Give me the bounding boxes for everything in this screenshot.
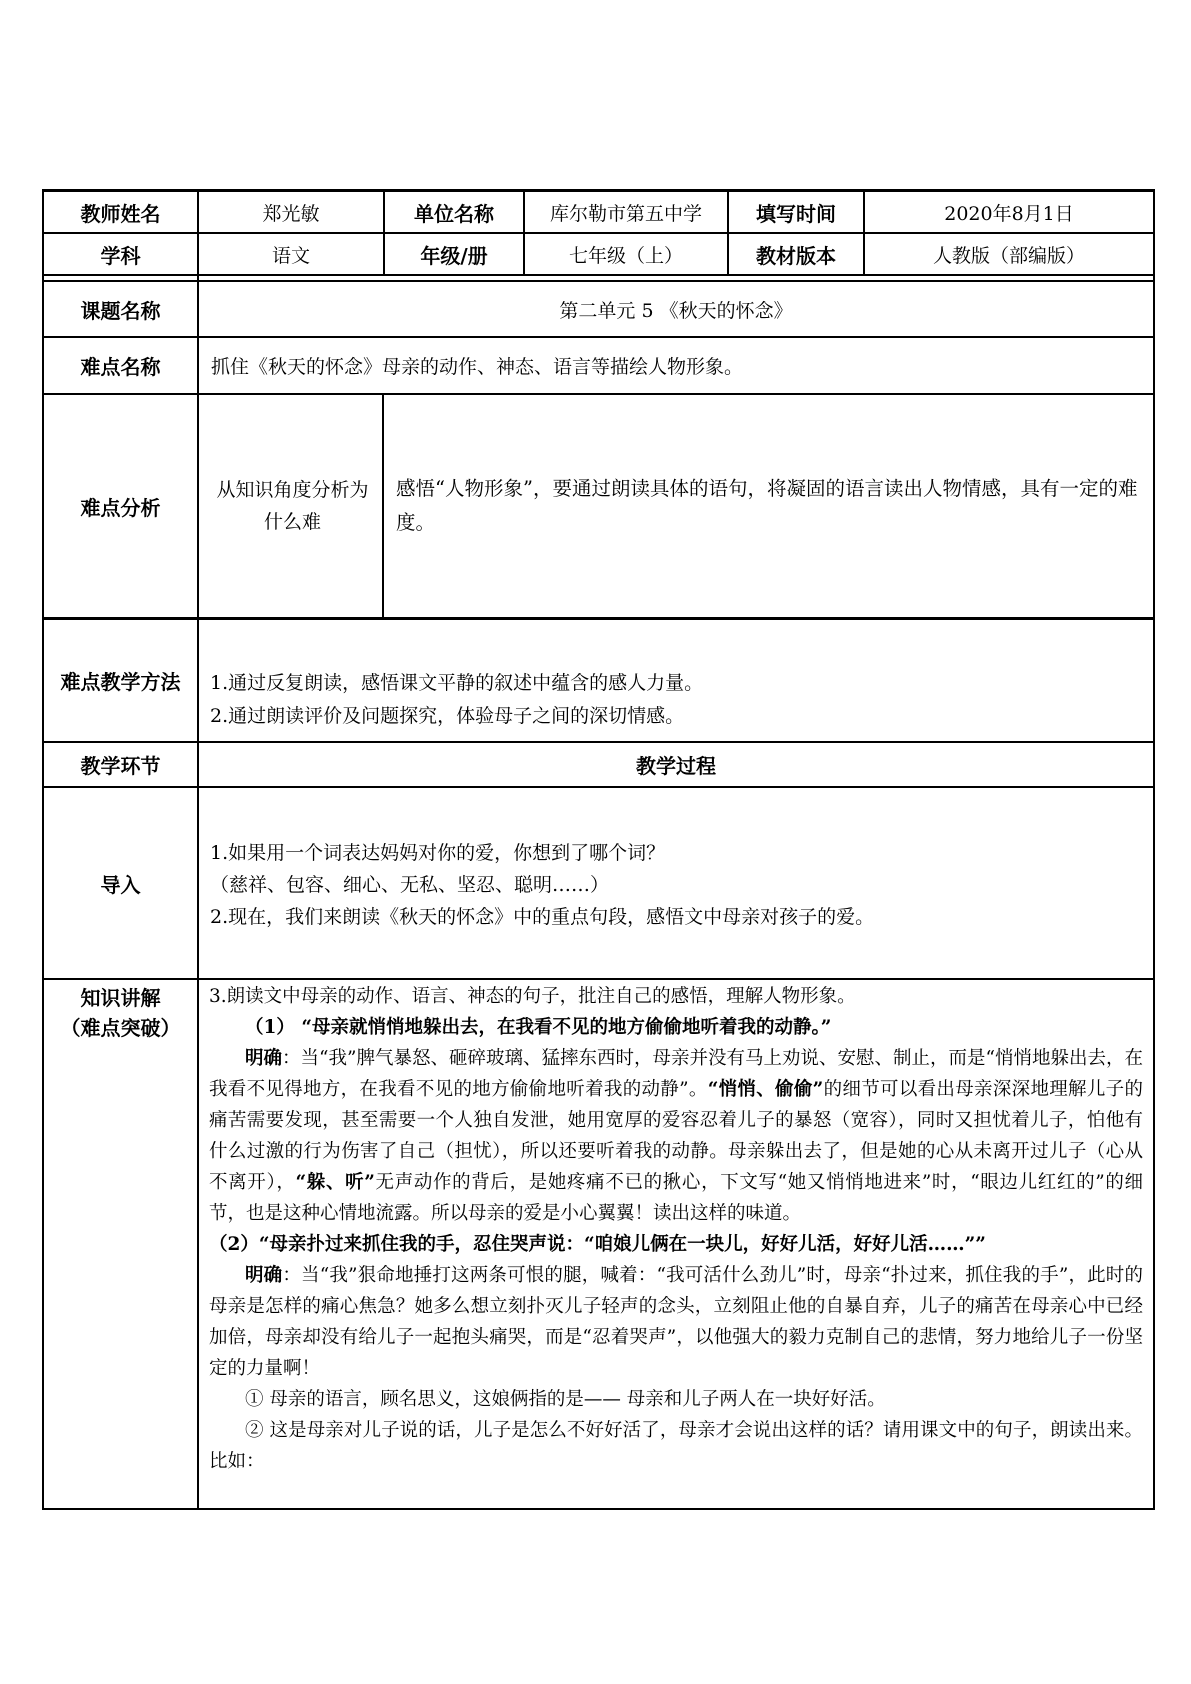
k-para-1-a: ：当“我”脾气暴怒、砸碎玻璃、猛摔东西时，母亲并没有马上劝说、安慰、制止，而是“悄悄地躲出去，在我看不见得地方，在我看不见的地方偷偷地听着我的动静”。 (209, 1048, 1143, 1100)
edition-label: 教材版本 (756, 243, 836, 268)
border-right (1153, 189, 1155, 1510)
k-para-2 (209, 1260, 1143, 1384)
k-para-1 (209, 1043, 1143, 1229)
intro-line-1: 1.如果用一个词表达妈妈对你的爱，你想到了哪个词？ (210, 842, 666, 864)
knowledge-content (209, 981, 1143, 1477)
method-label: 难点教学方法 (60, 670, 181, 694)
analysis-label: 难点分析 (80, 495, 161, 520)
k-para-2-text: ：当“我”狠命地捶打这两条可恨的腿，喊着：“我可活什么劲儿”时，母亲“扑过来，抓住我的手”，此时的母亲是怎样的痛心焦急？她多么想立刻扑灭儿子轻声的念头，立刻阻止他的自暴自弃，儿子的痛苦在母亲心中已经加倍，母亲却没有给儿子一起抱头痛哭，而是“忍着哭声”，以他强大的毅力克制自己的悲情，努力地给儿子一份坚定的力量啊！ (209, 1265, 1143, 1379)
unit-label: 单位名称 (414, 201, 494, 226)
edition-value: 人教版（部编版） (932, 244, 1085, 267)
stage-label: 教学环节 (80, 754, 161, 778)
date-label: 填写时间 (756, 201, 836, 226)
grade-label: 年级/册 (420, 243, 488, 268)
k-para-1-b: “悄悄、偷偷” (707, 1079, 824, 1100)
k-para-1-d: “躲、听” (295, 1172, 375, 1193)
knowledge-label (44, 983, 197, 1043)
difficulty-label: 难点名称 (80, 355, 161, 379)
analysis-sub-label: 从知识角度分析为什么难 (216, 479, 369, 533)
k-question-1: （1） “母亲就悄悄地躲出去，在我看不见的地方偷偷地听着我的动静。” (245, 1017, 832, 1038)
rule-label-col (197, 189, 199, 1510)
rule-row7 (42, 786, 1155, 788)
unit-value: 库尔勒市第五中学 (549, 202, 702, 225)
analysis-value: 感悟“人物形象”，要通过朗读具体的语句，将凝固的语言读出人物情感，具有一定的难度。 (396, 477, 1138, 534)
k-circled-1: ① 母亲的语言，顾名思义，这娘俩指的是—— 母亲和儿子两人在一块好好活。 (245, 1389, 886, 1410)
border-bottom (42, 1508, 1155, 1510)
method-line-1: 1.通过反复朗读，感悟课文平静的叙述中蕴含的感人力量。 (210, 672, 704, 694)
difficulty-value: 抓住《秋天的怀念》母亲的动作、神态、语言等描绘人物形象。 (211, 356, 744, 378)
teacher-label: 教师姓名 (80, 201, 161, 226)
k-circled-2: ② 这是母亲对儿子说的话，儿子是怎么不好好活了，母亲才会说出这样的话？请用课文中的句子，朗读出来。比如： (209, 1420, 1143, 1472)
k-para-1-e: 无声动作的背后，是她疼痛不已的揪心，下文写“她又悄悄地进来”时，“眼边儿红红的”的细节，也是这种心情地流露。所以母亲的爱是小心翼翼！读出这样的味道。 (209, 1172, 1143, 1224)
intro-label: 导入 (100, 872, 141, 897)
intro-line-3: 2.现在，我们来朗读《秋天的怀念》中的重点句段，感悟文中母亲对孩子的爱。 (210, 906, 875, 928)
rule-row2a (42, 274, 1155, 276)
teacher-value: 郑光敏 (262, 202, 320, 225)
rule-row8 (42, 978, 1155, 980)
title-label: 课题名称 (80, 298, 161, 323)
k-para-1-label: 明确 (245, 1048, 283, 1069)
process-label: 教学过程 (636, 754, 716, 778)
intro-line-2: （慈祥、包容、细心、无私、坚忍、聪明……） (210, 874, 610, 896)
intro-content (210, 837, 1145, 933)
title-value: 第二单元 5 《秋天的怀念》 (559, 299, 793, 322)
knowledge-label-line1: 知识讲解 (80, 986, 161, 1010)
k-line-1: 3.朗读文中母亲的动作、语言、神态的句子，批注自己的感悟，理解人物形象。 (209, 986, 856, 1007)
k-question-2: （2）“母亲扑过来抓住我的手，忍住哭声说：“咱娘儿俩在一块儿，好好儿活，好好儿活……”” (209, 1234, 986, 1255)
rule-analysis (382, 393, 384, 619)
grade-value: 七年级（上） (568, 244, 683, 267)
date-value: 2020年8月1日 (944, 202, 1074, 225)
method-content (210, 667, 1140, 733)
method-line-2: 2.通过朗读评价及问题探究，体验母子之间的深切情感。 (210, 705, 685, 727)
k-para-1-c: 的细节可以看出母亲深深地理解儿子的痛苦需要发现，甚至需要一个人独自发泄，她用宽厚的爱容忍着儿子的暴怒（宽容），同时又担忧着儿子，怕他有什么过激的行为伤害了自己（担忧），所以还要听着我的动静。母亲躲出去了，但是她的心从未离开过儿子（心从不离开）， (209, 1079, 1143, 1193)
knowledge-label-line2: （难点突破） (60, 1016, 181, 1040)
k-para-2-label: 明确 (245, 1265, 283, 1286)
subject-label: 学科 (100, 243, 141, 268)
rule-row5 (42, 617, 1155, 620)
subject-value: 语文 (271, 244, 310, 267)
